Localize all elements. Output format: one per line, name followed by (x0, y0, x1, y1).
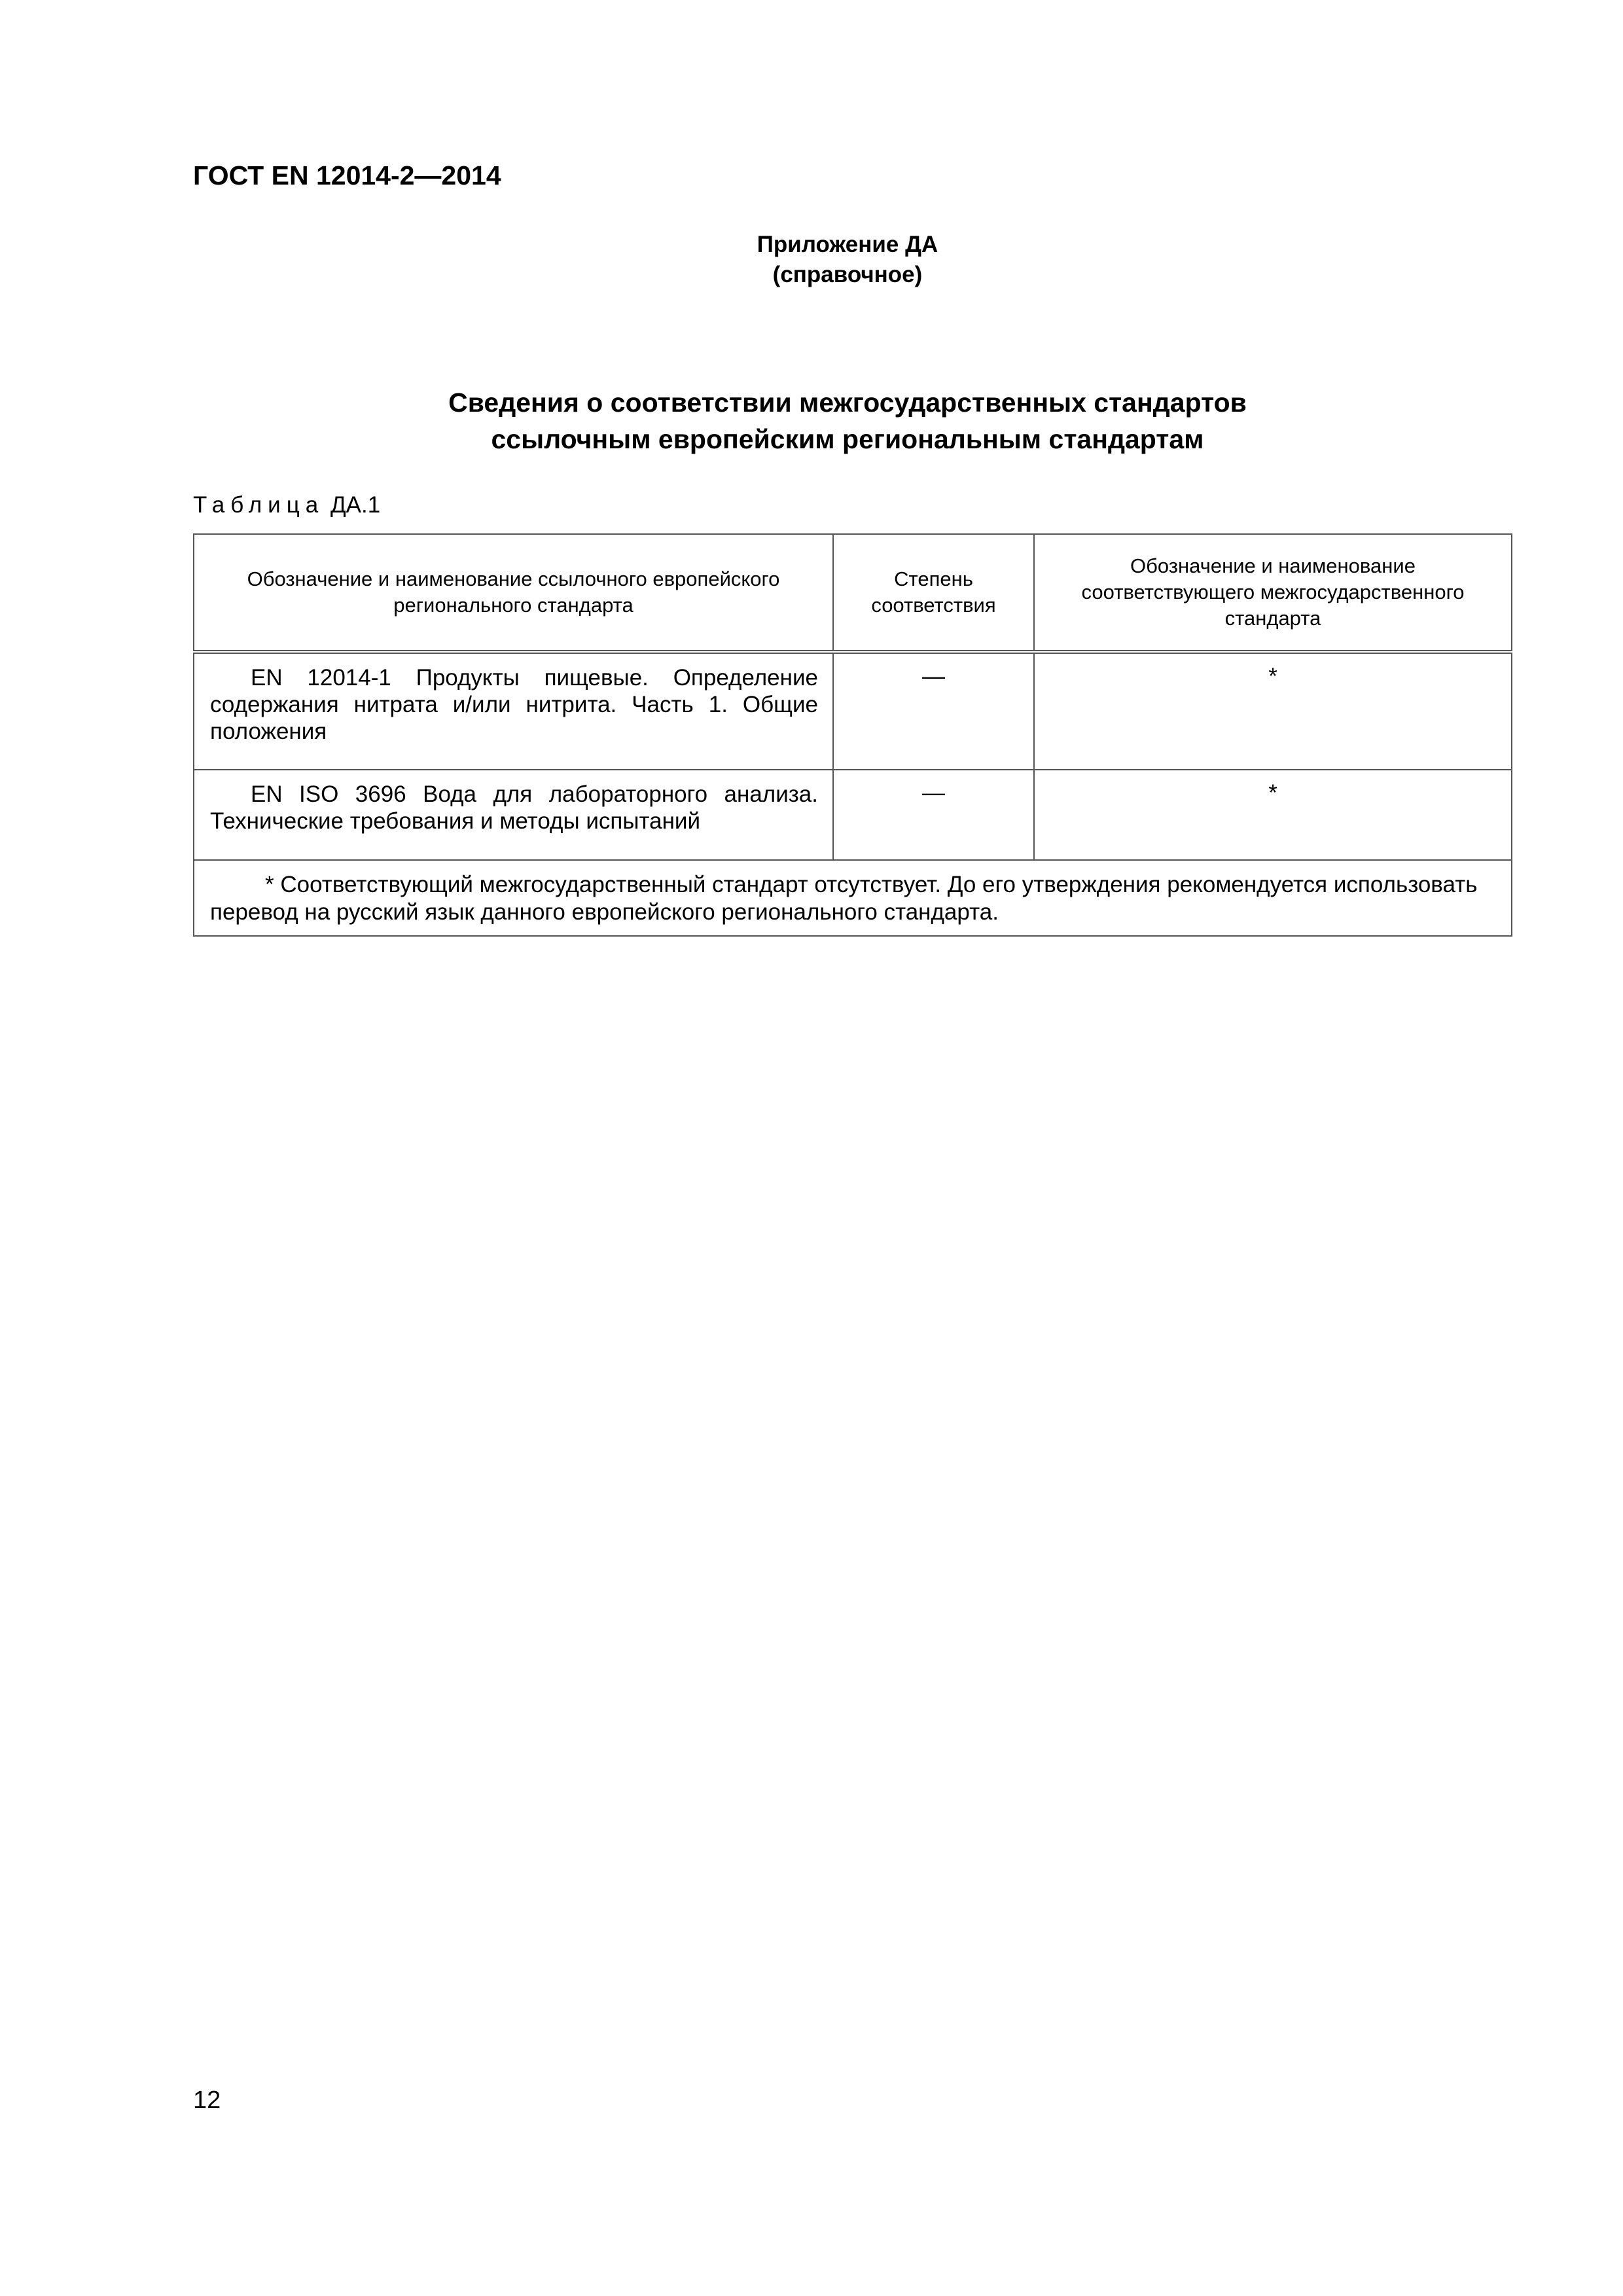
annex-title: Приложение ДА (757, 232, 938, 257)
european-standard-cell (194, 770, 833, 860)
annex-status: (справочное) (772, 262, 923, 287)
degree-cell: — (833, 770, 1034, 860)
european-standard-cell (194, 652, 833, 770)
table-label-word: Таблица (193, 492, 325, 518)
page-number: 12 (193, 2087, 221, 2114)
section-heading-line-2: ссылочным европейским региональным стандартам (491, 424, 1204, 454)
table-footnote-row (194, 860, 1512, 936)
standards-correspondence-table (193, 533, 1512, 937)
table-footnote-text: * Соответствующий межгосударственный стандарт отсутствует. До его утверждения рекомендуется использовать перевод на русский язык данного европейского регионального стандарта. (210, 872, 1478, 925)
interstate-standard-cell: * (1034, 652, 1512, 770)
section-heading-line-1: Сведения о соответствии межгосударственных стандартов (448, 387, 1247, 418)
european-standard-text: EN ISO 3696 Вода для лабораторного анализа. Технические требования и методы испытаний (210, 781, 818, 834)
table-label-number: ДА.1 (330, 492, 381, 518)
european-standard-text: EN 12014-1 Продукты пищевые. Определение содержания нитрата и/или нитрита. Часть 1. Общие положения (210, 665, 818, 744)
column-header-european-standard: Обозначение и наименование ссылочного европейского регионального стандарта (194, 534, 833, 652)
degree-cell: — (833, 652, 1034, 770)
table-row (194, 652, 1512, 770)
table-footnote (194, 860, 1512, 936)
document-code: ГОСТ EN 12014-2—2014 (193, 160, 501, 190)
table-row (194, 770, 1512, 860)
column-header-interstate-standard: Обозначение и наименование соответствующего межгосударственного стандарта (1034, 534, 1512, 652)
table-label (193, 492, 380, 518)
interstate-standard-cell: * (1034, 770, 1512, 860)
table-header-row (194, 534, 1512, 652)
column-header-degree: Степень соответствия (833, 534, 1034, 652)
